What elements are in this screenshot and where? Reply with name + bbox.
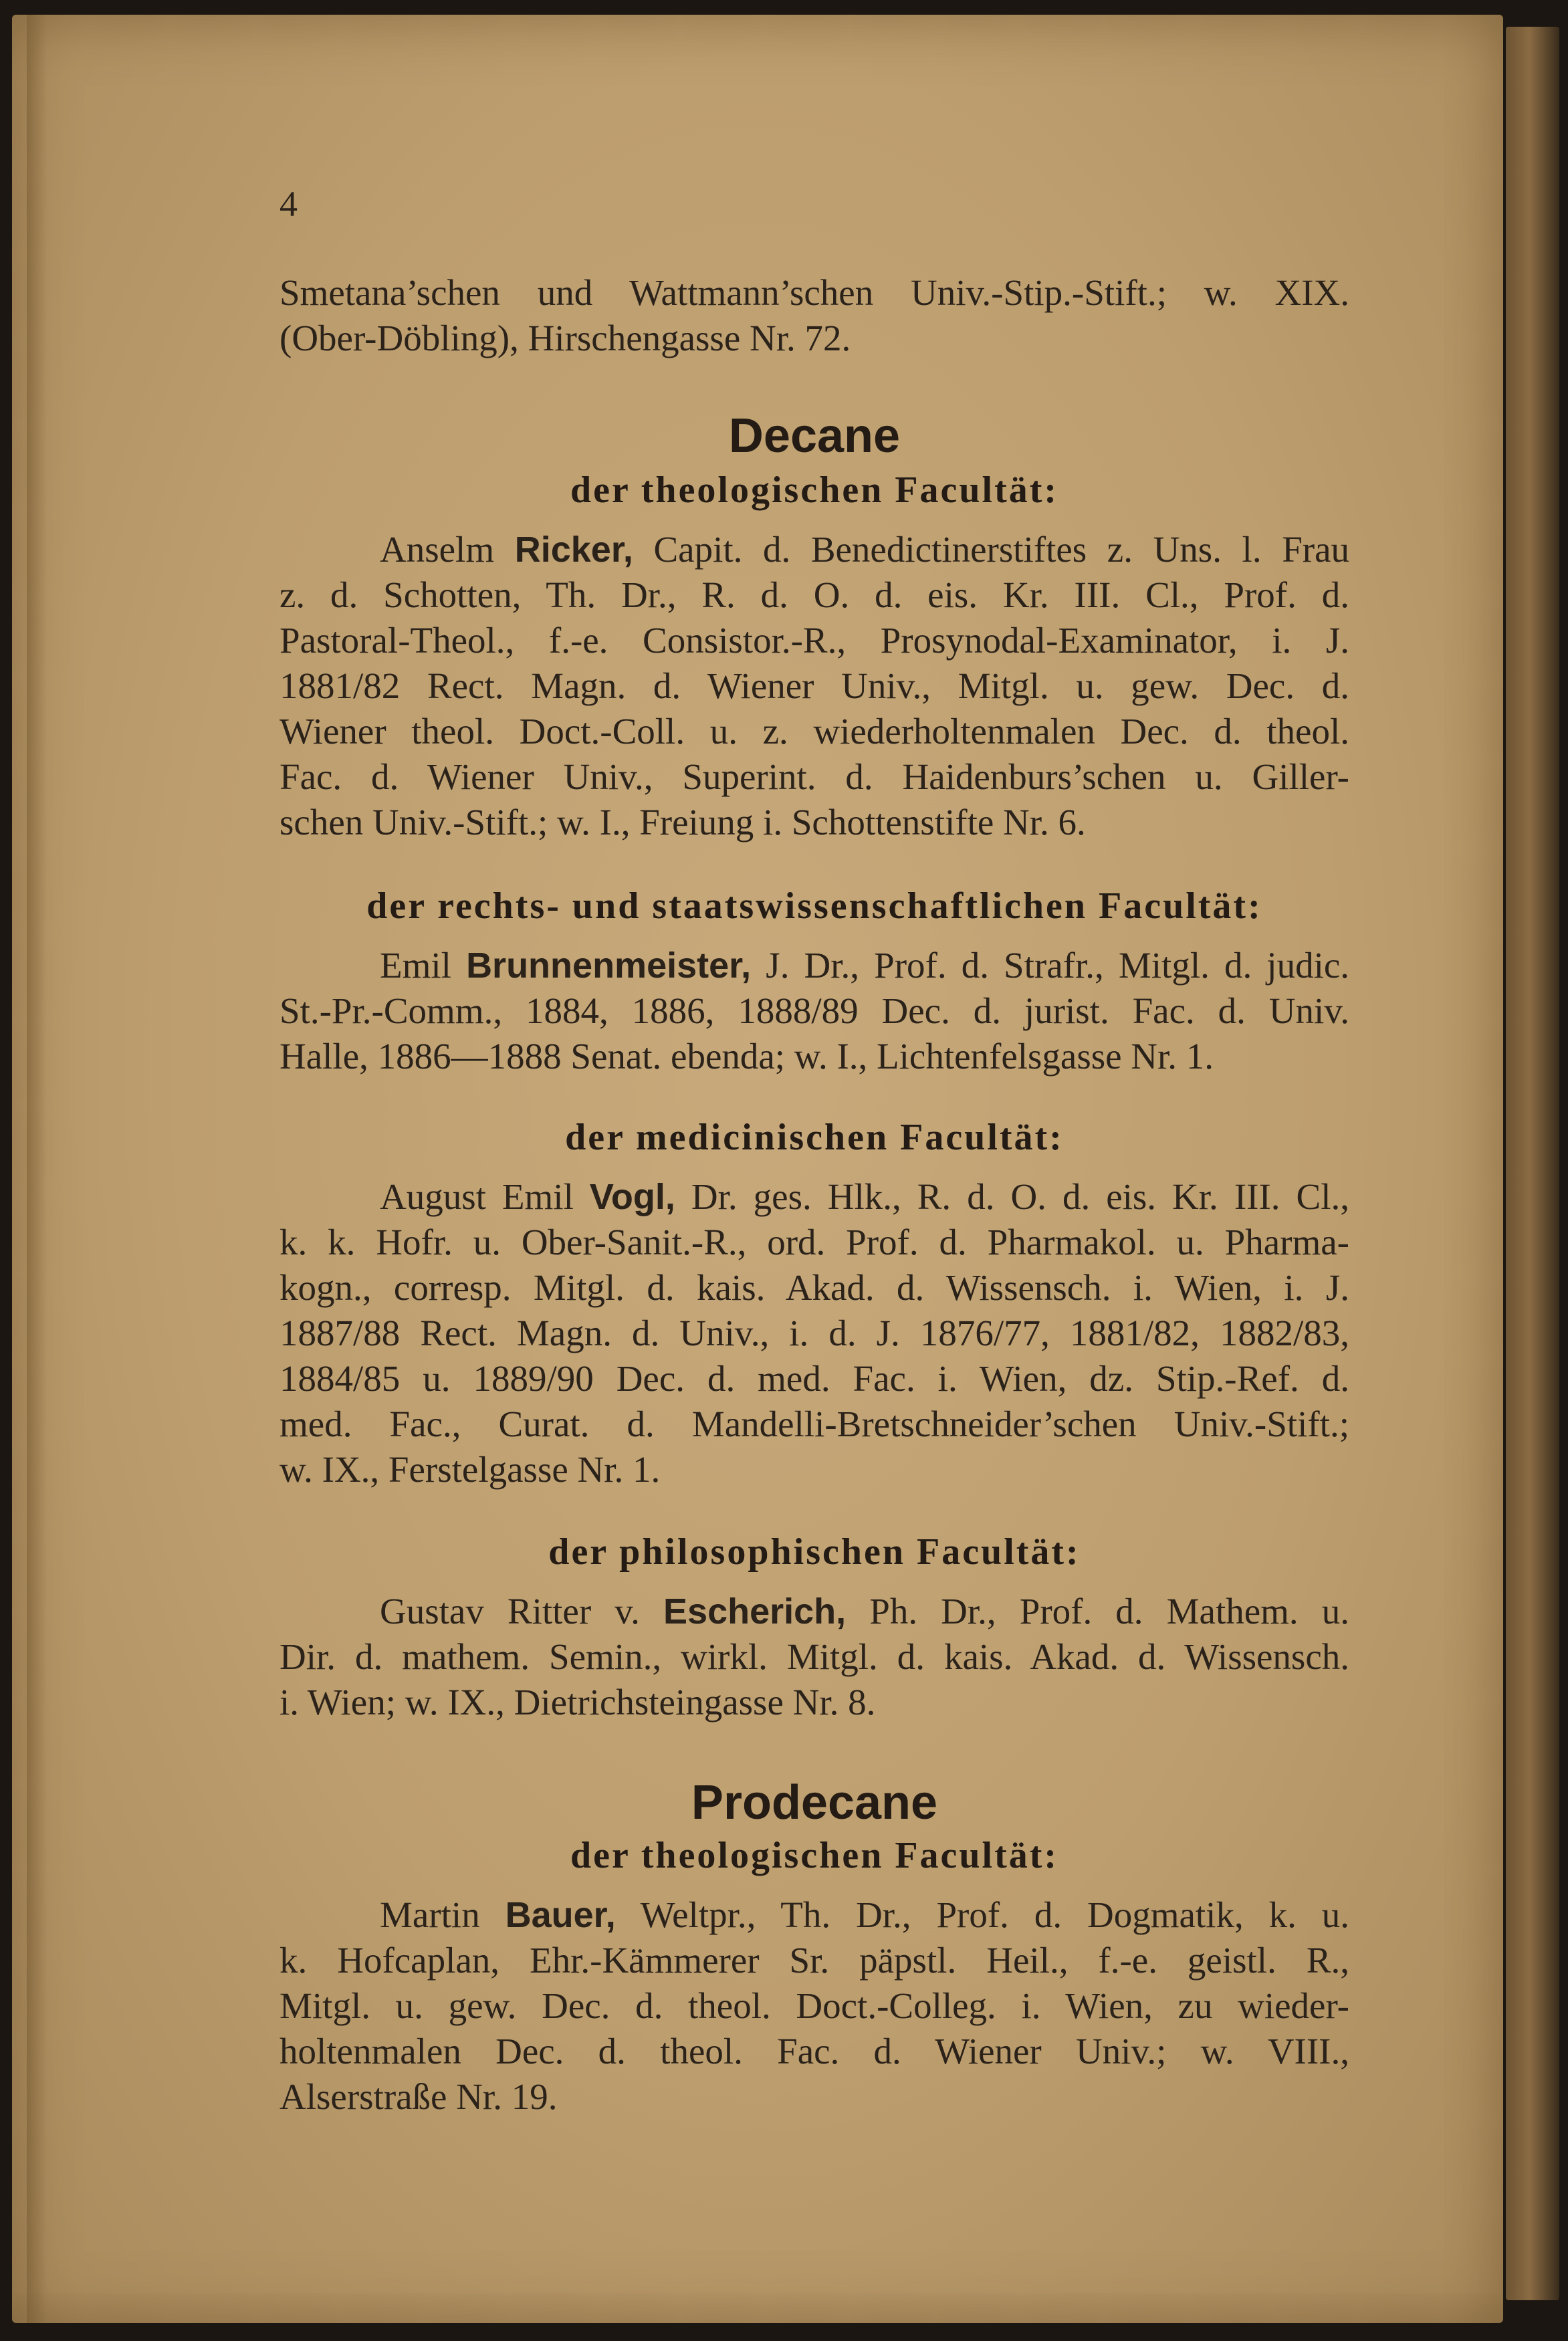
decane-med-text-1: Dr. ges. Hlk., R. d. O. d. eis. Kr. III. Cl.,	[691, 1176, 1349, 1217]
prodecane-theol-entry	[279, 1892, 1349, 2120]
decane-jur-line-1	[279, 943, 1349, 988]
decane-theol-line-1	[279, 527, 1349, 572]
decane-theol-line-3: Pastoral-Theol., f.-e. Consistor.-R., Prosynodal-Examinator, i. J.	[279, 620, 1349, 661]
intro-paragraph	[279, 270, 1349, 361]
decane-med-first-name: August Emil	[380, 1176, 574, 1217]
intro-line-1: Smetana’schen und Wattmann’schen Univ.-Stip.-Stift.; w. XIX.	[279, 272, 1349, 313]
prodecane-title: Prodecane	[691, 1776, 938, 1829]
decane-phil-first-name: Gustav Ritter v.	[380, 1591, 640, 1632]
decane-theol-line-7: schen Univ.-Stift.; w. I., Freiung i. Schottenstifte Nr. 6.	[279, 802, 1086, 843]
decane-med-line-6: med. Fac., Curat. d. Mandelli-Bretschneider’schen Univ.-Stift.;	[279, 1404, 1349, 1444]
decane-jur-text-1: J. Dr., Prof. d. Strafr., Mitgl. d. judic.	[766, 945, 1350, 986]
decane-theol-text-1: Capit. d. Benedictinerstiftes z. Uns. l. Frau	[653, 529, 1350, 570]
decane-med-line-1	[279, 1174, 1349, 1220]
decane-theol-line-2: z. d. Schotten, Th. Dr., R. d. O. d. eis. Kr. III. Cl., Prof. d.	[279, 574, 1349, 615]
decane-jur-line-3: Halle, 1886—1888 Senat. ebenda; w. I., Lichtenfelsgasse Nr. 1.	[279, 1036, 1214, 1077]
decane-phil-line-2: Dir. d. mathem. Semin., wirkl. Mitgl. d. kais. Akad. d. Wissensch.	[279, 1636, 1349, 1677]
prodecane-theol-line-2: k. Hofcaplan, Ehr.-Kämmerer Sr. päpstl. Heil., f.-e. geistl. R.,	[279, 1940, 1349, 1981]
decane-jur-line-2: St.-Pr.-Comm., 1884, 1886, 1888/89 Dec. d. jurist. Fac. d. Univ.	[279, 990, 1349, 1031]
decane-theol-first-name: Anselm	[380, 529, 495, 570]
decane-med-line-2: k. k. Hofr. u. Ober-Sanit.-R., ord. Prof. d. Pharmakol. u. Pharma-	[279, 1222, 1349, 1262]
prodecane-theol-line-3: Mitgl. u. gew. Dec. d. theol. Doct.-Colleg. i. Wien, zu wieder-	[279, 1985, 1349, 2026]
decane-theol-line-4: 1881/82 Rect. Magn. d. Wiener Univ., Mitgl. u. gew. Dec. d.	[279, 665, 1349, 706]
decane-phil-line-3: i. Wien; w. IX., Dietrichsteingasse Nr. 8.	[279, 1682, 876, 1722]
decane-jur-first-name: Emil	[380, 945, 451, 986]
prodecane-theol-heading: der theologischen Facultät:	[570, 1835, 1059, 1876]
decane-med-line-7: w. IX., Ferstelgasse Nr. 1.	[279, 1449, 661, 1490]
prodecane-theol-line-5: Alserstraße Nr. 19.	[279, 2076, 558, 2117]
decane-phil-entry	[279, 1589, 1349, 1725]
decane-phil-surname: Escherich,	[663, 1591, 847, 1632]
book-spine-edge	[1506, 27, 1559, 2300]
decane-theol-heading: der theologischen Facultät:	[570, 469, 1059, 511]
page-number: 4	[279, 184, 298, 224]
decane-theol-surname: Ricker,	[514, 530, 633, 570]
decane-med-entry	[279, 1174, 1349, 1492]
decane-med-heading: der medicinischen Facultät:	[565, 1117, 1064, 1158]
decane-theol-line-5: Wiener theol. Doct.-Coll. u. z. wiederholtenmalen Dec. d. theol.	[279, 711, 1349, 752]
decane-jur-surname: Brunnenmeister,	[466, 945, 752, 986]
decane-phil-line-1	[279, 1589, 1349, 1634]
prodecane-theol-line-1	[279, 1892, 1349, 1938]
decane-med-line-4: 1887/88 Rect. Magn. d. Univ., i. d. J. 1876/77, 1881/82, 1882/83,	[279, 1313, 1349, 1353]
decane-med-line-3: kogn., corresp. Mitgl. d. kais. Akad. d. Wissensch. i. Wien, i. J.	[279, 1267, 1349, 1308]
prodecane-theol-first-name: Martin	[380, 1894, 480, 1935]
paper-left-edge	[27, 15, 47, 2323]
prodecane-theol-line-4: holtenmalen Dec. d. theol. Fac. d. Wiener Univ.; w. VIII.,	[279, 2031, 1349, 2072]
decane-med-surname: Vogl,	[589, 1177, 675, 1217]
decane-phil-text-1: Ph. Dr., Prof. d. Mathem. u.	[869, 1591, 1350, 1632]
decane-title: Decane	[728, 409, 901, 463]
decane-jur-heading: der rechts- und staatswissenschaftlichen Facultät:	[366, 885, 1262, 927]
decane-phil-heading: der philosophischen Facultät:	[548, 1531, 1081, 1573]
prodecane-theol-surname: Bauer,	[505, 1895, 616, 1935]
intro-line-2: (Ober-Döbling), Hirschengasse Nr. 72.	[279, 318, 851, 358]
decane-med-line-5: 1884/85 u. 1889/90 Dec. d. med. Fac. i. Wien, dz. Stip.-Ref. d.	[279, 1358, 1349, 1399]
decane-jur-entry	[279, 943, 1349, 1079]
decane-theol-line-6: Fac. d. Wiener Univ., Superint. d. Haidenburs’schen u. Giller-	[279, 756, 1349, 797]
prodecane-theol-text-1: Weltpr., Th. Dr., Prof. d. Dogmatik, k. u.	[640, 1894, 1350, 1935]
decane-theol-entry	[279, 527, 1349, 845]
